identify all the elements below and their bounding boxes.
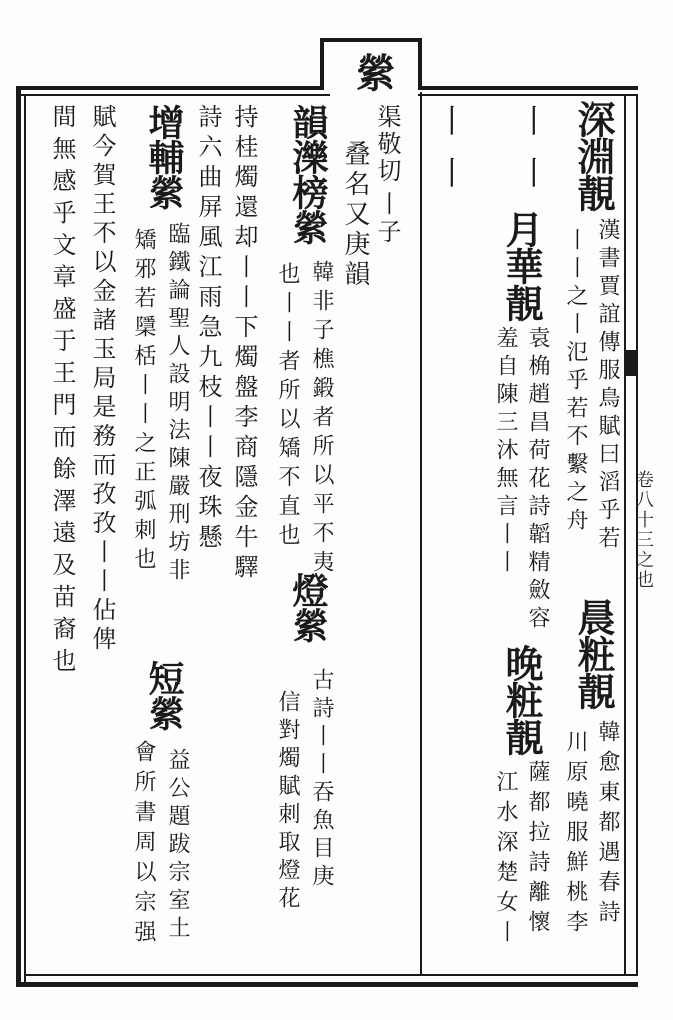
frame-top-right-inner [418, 94, 638, 96]
note-7: 也丨丨者所以矯不直也 [275, 262, 300, 552]
note-11-lower: 會所書周以宗强 [131, 740, 156, 950]
frame-top-left [20, 86, 322, 90]
note-11: 矯邪若檃栝丨丨之正弧刺也 [131, 228, 156, 576]
column-1-lower-note [592, 720, 622, 930]
text-col-9: 詩六曲屏風江雨急九枝丨丨夜珠懸 [194, 104, 222, 554]
entry-zengfu-qing: 增輔縈 [143, 104, 185, 209]
header-divider [420, 92, 422, 976]
column-1-lower [566, 598, 620, 709]
note-3-lower: 薩都拉詩離懷 [525, 760, 550, 940]
entry-yunlao-bangqing: 韻濼榜縈 [287, 104, 329, 244]
column-7-note [272, 262, 302, 552]
column-6-lower [282, 572, 334, 642]
note-1: 漢書賈誼傳服鳥賦曰滔乎若 [595, 218, 620, 554]
column-3 [494, 210, 548, 321]
repeat-marks-1: 丨丨 [513, 104, 551, 208]
column-10 [138, 104, 190, 209]
entry-duan-qing: 短縈 [143, 660, 185, 730]
entry-shenyuan-jing: 深淵靚 [571, 100, 616, 211]
entry-chenzhuang-jing: 晨粧靚 [571, 598, 616, 709]
column-6-lower-note [306, 668, 336, 892]
entry-yuehua-jing: 月華靚 [499, 210, 544, 321]
gutter-label: 卷八十三之也 [633, 470, 654, 590]
header-note-2: 丨子 [373, 191, 401, 247]
frame-tab-left [320, 38, 324, 90]
header-note-3: 叠名又庚韻 [340, 140, 370, 290]
column-10-lower [138, 660, 190, 730]
note-7-lower: 信對燭賦刺取燈花 [275, 690, 300, 914]
entry-deng-qing: 燈縈 [287, 572, 329, 642]
column-2-lower-note [560, 730, 590, 940]
entry-wanzhuang-jing: 晚粧靚 [499, 644, 544, 755]
column-6-note [306, 260, 336, 579]
header-note-col [370, 104, 404, 247]
column-5-bars [430, 104, 470, 208]
note-2: 丨丨之丨氾乎若不繫之舟 [563, 228, 588, 536]
header-note-1: 渠敬切 [373, 104, 401, 185]
note-3: 袁桷趙昌荷花詩韜精斂容 [525, 326, 550, 634]
column-7-lower-note [272, 690, 302, 914]
column-1 [566, 100, 620, 211]
note-2-lower: 川原曉服鮮桃李 [563, 730, 588, 940]
header-title: 縈 [349, 52, 396, 91]
note-10-lower: 益公題跋宗室土 [165, 748, 190, 944]
column-4-lower-note [490, 770, 520, 950]
column-1-note [592, 218, 622, 554]
column-12 [84, 104, 120, 655]
frame-bottom-inner [24, 974, 638, 976]
text-col-12: 賦今賀王不以金諸玉局是務而孜孜丨丨佔俾 [88, 104, 116, 655]
frame-bottom [16, 982, 638, 987]
column-6 [282, 104, 334, 244]
gutter-line [624, 96, 626, 976]
note-4: 羞自陳三沐無言丨丨 [493, 326, 518, 578]
column-3-bars [512, 104, 552, 208]
column-11-note [128, 228, 158, 576]
header-note-col-2 [338, 140, 372, 290]
text-col-13: 間無感乎文章盛于王門而餘澤遠及苗裔也 [48, 104, 76, 680]
column-11-lower-note [128, 740, 158, 950]
column-10-note [162, 222, 192, 586]
note-4-lower: 江水深楚女丨 [493, 770, 518, 950]
column-13 [44, 104, 80, 680]
note-10: 臨鐵論聖人設明法陳嚴刑坊非 [165, 222, 190, 586]
frame-tab-top [320, 38, 422, 42]
note-6: 韓非子樵鍛者所以平不夷 [309, 260, 334, 579]
note-6-lower: 古詩丨丨吞魚目庚 [309, 668, 334, 892]
header-column [340, 52, 404, 91]
column-10-lower-note [162, 748, 192, 944]
repeat-marks-2: 丨丨 [431, 104, 469, 208]
column-8 [226, 104, 262, 584]
column-3-lower [494, 644, 548, 755]
frame-top-left-inner [20, 94, 330, 96]
column-4-note [490, 326, 520, 578]
frame-tab-right [418, 38, 422, 90]
frame-left [16, 86, 21, 986]
note-1-lower: 韓愈東都遇春詩 [595, 720, 620, 930]
column-3-note [522, 326, 552, 634]
text-col-8: 持桂燭還却丨丨下燭盤李商隱金牛驛 [230, 104, 258, 584]
frame-left-inner [24, 94, 26, 982]
column-2-note [560, 228, 590, 536]
frame-top-right [418, 86, 638, 90]
column-9 [190, 104, 226, 554]
column-3-lower-note [522, 760, 552, 940]
